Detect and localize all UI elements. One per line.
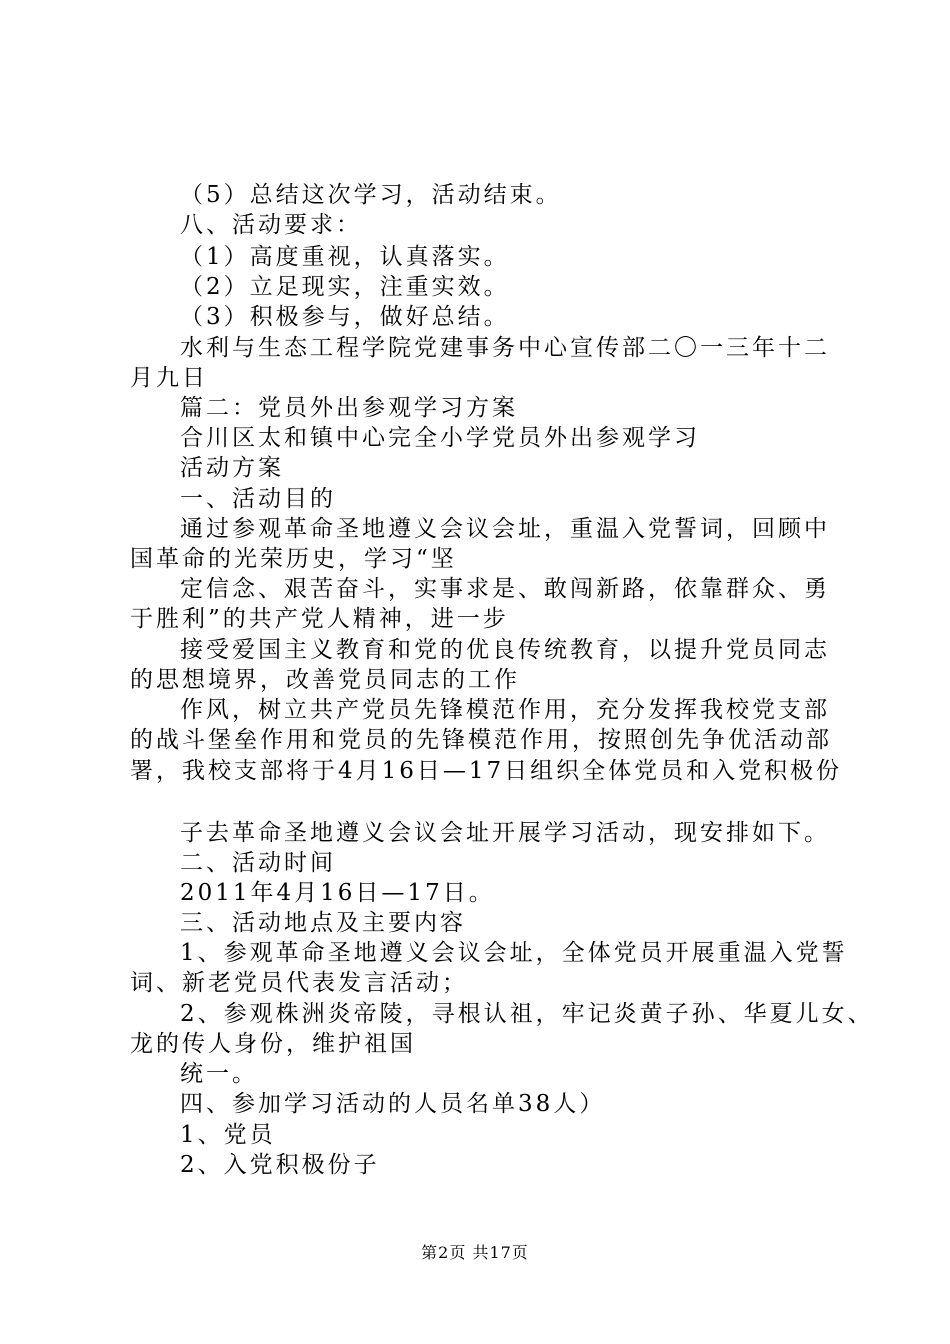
text-line: 水利与生态工程学院党建事务中心宣传部二〇一三年十二 bbox=[180, 335, 830, 361]
section-heading: 二、活动时间 bbox=[180, 850, 336, 876]
text-line: 统一。 bbox=[180, 1061, 258, 1087]
text-line: 2、参观株洲炎帝陵，寻根认祖，牢记炎黄子孙、华夏儿女、 bbox=[180, 1001, 874, 1027]
text-line: （2）立足现实，注重实效。 bbox=[180, 274, 510, 300]
list-item: 1、党员 bbox=[180, 1122, 276, 1148]
text-line: 词、新老党员代表发言活动； bbox=[130, 970, 468, 996]
text-line: 通过参观革命圣地遵义会议会址，重温入党誓词，回顾中 bbox=[180, 516, 830, 542]
text-line: 子去革命圣地遵义会议会址开展学习活动，现安排如下。 bbox=[180, 820, 830, 846]
text-line: 的思想境界，改善党员同志的工作 bbox=[130, 667, 520, 693]
text-line: （1）高度重视，认真落实。 bbox=[180, 244, 510, 270]
text-line: 国革命的光荣历史，学习“坚 bbox=[130, 546, 457, 572]
section-heading: 八、活动要求： bbox=[180, 212, 362, 238]
text-line: 龙的传人身份，维护祖国 bbox=[130, 1031, 416, 1057]
text-line: 1、参观革命圣地遵义会议会址，全体党员开展重温入党誓 bbox=[180, 940, 848, 966]
text-line: 2011年4月16日—17日。 bbox=[180, 880, 495, 906]
section-heading: 三、活动地点及主要内容 bbox=[180, 910, 466, 936]
section-title: 篇二：党员外出参观学习方案 bbox=[180, 395, 518, 421]
section-heading: 四、参加学习活动的人员名单38人） bbox=[180, 1091, 606, 1117]
section-heading: 一、活动目的 bbox=[180, 486, 336, 512]
text-line: 合川区太和镇中心完全小学党员外出参观学习 bbox=[180, 425, 700, 451]
text-line: 的战斗堡垒作用和党员的先锋模范作用，按照创先争优活动部 bbox=[130, 727, 832, 753]
text-line: 活动方案 bbox=[180, 455, 284, 481]
text-line: 署，我校支部将于4月16日—17日组织全体党员和入党积极份 bbox=[130, 758, 843, 784]
page-number-footer: 第2页 共17页 bbox=[421, 1243, 529, 1262]
text-line: 于胜利”的共产党人精神，进一步 bbox=[130, 606, 509, 632]
text-line: 月九日 bbox=[130, 365, 208, 391]
text-line: 接受爱国主义教育和党的优良传统教育，以提升党员同志 bbox=[180, 637, 830, 663]
text-line: 定信念、艰苦奋斗，实事求是、敢闯新路，依靠群众、勇 bbox=[180, 576, 830, 602]
text-line: 作风，树立共产党员先锋模范作用，充分发挥我校党支部 bbox=[180, 697, 830, 723]
text-line: （5）总结这次学习，活动结束。 bbox=[180, 182, 562, 208]
list-item: 2、入党积极份子 bbox=[180, 1152, 380, 1178]
text-line: （3）积极参与，做好总结。 bbox=[180, 304, 510, 330]
